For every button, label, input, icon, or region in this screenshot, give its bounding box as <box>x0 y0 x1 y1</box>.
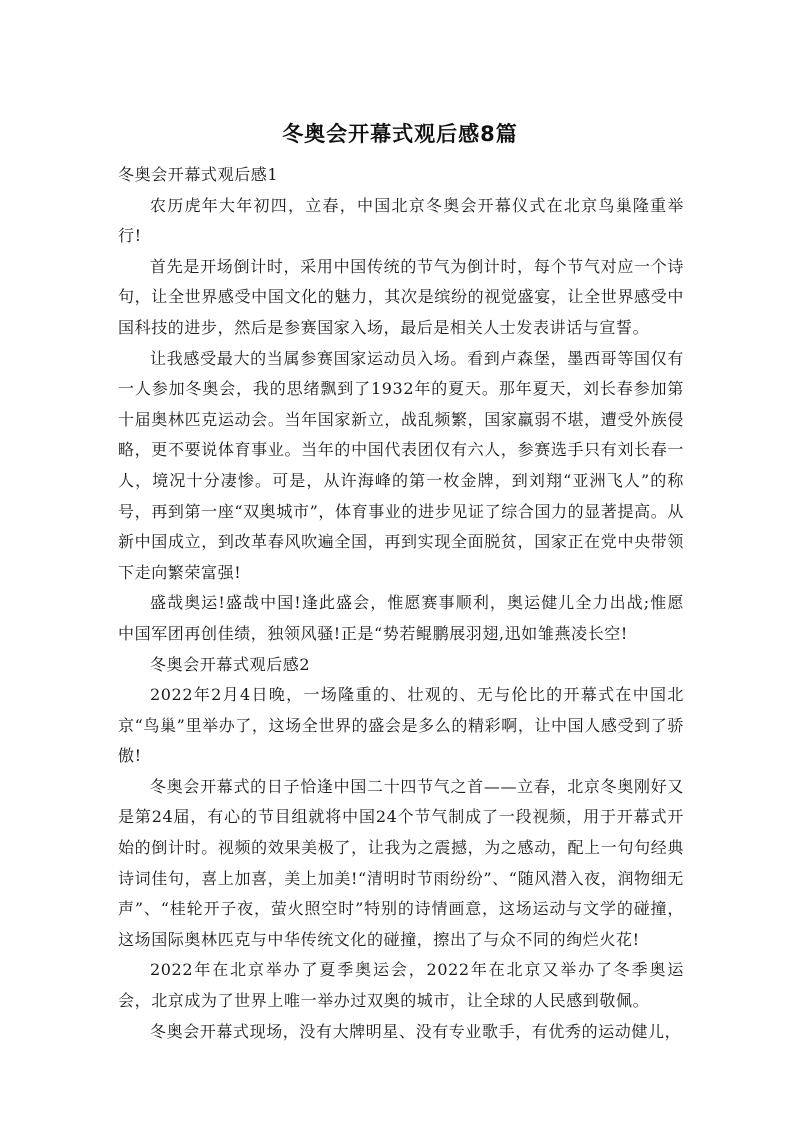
paragraph: 农历虎年大年初四，立春，中国北京冬奥会开幕仪式在北京鸟巢隆重举行! <box>118 195 684 246</box>
section-heading-2: 冬奥会开幕式观后感2 <box>150 654 311 674</box>
document-title: 冬奥会开幕式观后感8篇 <box>282 122 518 146</box>
section-heading-1: 冬奥会开幕式观后感1 <box>118 165 279 184</box>
paragraph: 冬奥会开幕式的日子恰逢中国二十四节气之首——立春，北京冬奥刚好又是第24届，有心的节目组就将中国24个节气制成了一段视频，用于开幕式开始的倒计时。视频的效果美极了，让我为之震撼，为之感动，配上一句句经典诗词佳句，喜上加喜，美上加美!“清明时节雨纷纷”、“随风潜入夜，润物细无声”、“桂轮开子夜，萤火照空时”特别的诗情画意，这场运动与文学的碰撞，这场国际奥林匹克与中华传统文化的碰撞，擦出了与众不同的绚烂火花! <box>118 776 684 949</box>
document-body <box>118 160 684 1047</box>
paragraph: 2022年在北京举办了夏季奥运会，2022年在北京又举办了冬季奥运会，北京成为了世界上唯一举办过双奥的城市，让全球的人民感到敬佩。 <box>118 960 684 1011</box>
paragraph: 盛哉奥运!盛哉中国!逢此盛会，惟愿赛事顺利，奥运健儿全力出战;惟愿中国军团再创佳绩，独领风骚!正是“势若鲲鹏展羽翅,迅如雏燕凌长空! <box>118 593 684 643</box>
paragraph: 冬奥会开幕式现场，没有大牌明星、没有专业歌手，有优秀的运动健儿， <box>150 1021 682 1041</box>
paragraph: 2022年2月4日晚，一场隆重的、壮观的、无与伦比的开幕式在中国北京“鸟巢”里举办了，这场全世界的盛会是多么的精彩啊，让中国人感受到了骄傲! <box>118 685 684 766</box>
paragraph: 让我感受最大的当属参赛国家运动员入场。看到卢森堡，墨西哥等国仅有一人参加冬奥会，我的思绪飘到了1932年的夏天。那年夏天，刘长春参加第十届奥林匹克运动会。当年国家新立，战乱频繁，国家羸弱不堪，遭受外族侵略，更不要说体育事业。当年的中国代表团仅有六人，参赛选手只有刘长春一人，境况十分凄惨。可是，从许海峰的第一枚金牌，到刘翔“亚洲飞人”的称号，再到第一座“双奥城市”，体育事业的进步见证了综合国力的显著提高。从新中国成立，到改革春风吹遍全国，再到实现全面脱贫，国家正在党中央带领下走向繁荣富强! <box>118 348 684 582</box>
paragraph: 首先是开场倒计时，采用中国传统的节气为倒计时，每个节气对应一个诗句，让全世界感受中国文化的魅力，其次是缤纷的视觉盛宴，让全世界感受中国科技的进步，然后是参赛国家入场，最后是相关人士发表讲话与宣誓。 <box>118 256 684 337</box>
